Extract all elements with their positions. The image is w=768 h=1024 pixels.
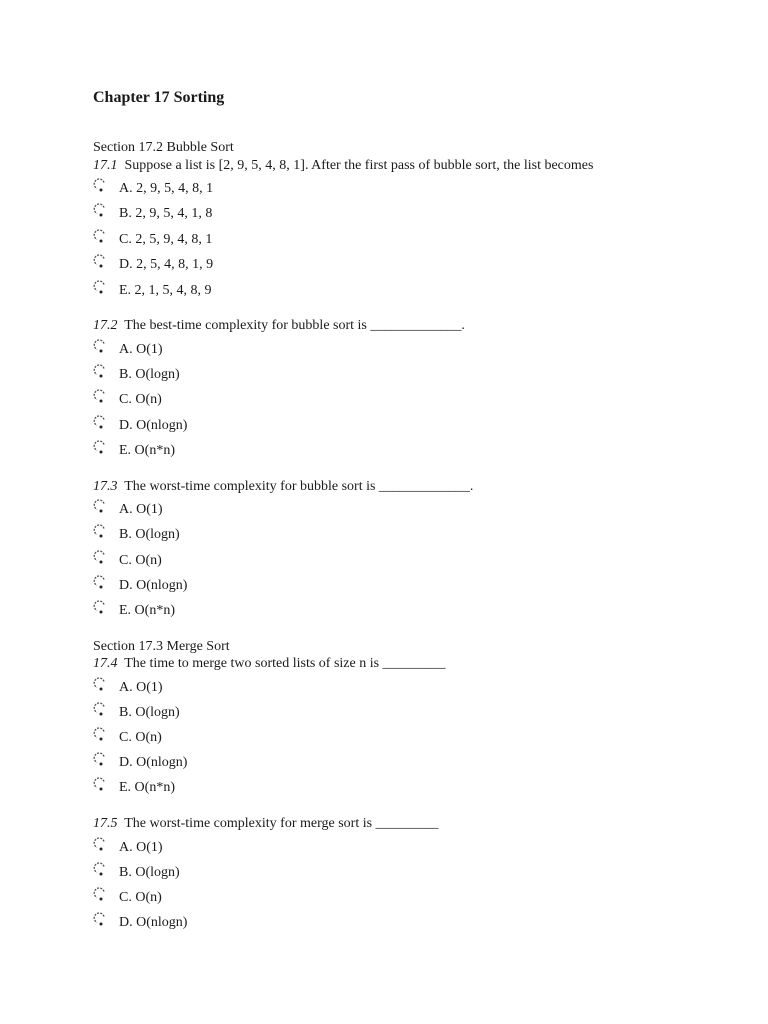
- option-label[interactable]: E. O(n*n): [119, 443, 175, 458]
- option-17-2-d[interactable]: [93, 415, 187, 437]
- radio-icon[interactable]: [93, 178, 107, 194]
- radio-icon[interactable]: [93, 600, 107, 616]
- question-text: Suppose a list is [2, 9, 5, 4, 8, 1]. After the first pass of bubble sort, the list becomes: [124, 158, 594, 173]
- option-17-5-d[interactable]: [93, 912, 187, 934]
- radio-icon[interactable]: [93, 389, 107, 405]
- radio-icon[interactable]: [93, 550, 107, 566]
- question-text: The worst-time complexity for bubble sort is _____________.: [124, 479, 474, 494]
- option-label[interactable]: E. O(n*n): [119, 603, 175, 618]
- option-17-1-c[interactable]: [93, 229, 212, 251]
- option-17-4-e[interactable]: [93, 777, 175, 799]
- radio-icon[interactable]: [93, 912, 107, 928]
- option-17-1-b[interactable]: [93, 203, 212, 225]
- option-17-5-c[interactable]: [93, 887, 162, 909]
- question-number: 17.4: [93, 656, 118, 671]
- option-17-4-b[interactable]: [93, 702, 180, 724]
- option-17-2-c[interactable]: [93, 389, 162, 411]
- option-label[interactable]: D. O(nlogn): [119, 755, 188, 770]
- option-17-3-d[interactable]: [93, 575, 187, 597]
- question-number: 17.5: [93, 816, 118, 831]
- option-17-5-a[interactable]: [93, 837, 163, 859]
- option-label[interactable]: C. 2, 5, 9, 4, 8, 1: [119, 232, 213, 247]
- option-17-4-a[interactable]: [93, 677, 163, 699]
- option-17-4-c[interactable]: [93, 727, 162, 749]
- option-17-2-b[interactable]: [93, 364, 180, 386]
- option-label[interactable]: E. O(n*n): [119, 780, 175, 795]
- question-number: 17.3: [93, 479, 118, 494]
- option-17-5-b[interactable]: [93, 862, 180, 884]
- option-17-3-e[interactable]: [93, 600, 175, 622]
- radio-icon[interactable]: [93, 862, 107, 878]
- radio-icon[interactable]: [93, 415, 107, 431]
- radio-icon[interactable]: [93, 702, 107, 718]
- radio-icon[interactable]: [93, 727, 107, 743]
- option-label[interactable]: B. O(logn): [119, 367, 180, 382]
- radio-icon[interactable]: [93, 524, 107, 540]
- option-label[interactable]: D. O(nlogn): [119, 418, 188, 433]
- radio-icon[interactable]: [93, 677, 107, 693]
- question-17-2: [93, 317, 465, 335]
- option-17-1-a[interactable]: [93, 178, 213, 200]
- section-heading-merge-sort: Section 17.3 Merge Sort: [93, 639, 230, 654]
- radio-icon[interactable]: [93, 254, 107, 270]
- radio-icon[interactable]: [93, 777, 107, 793]
- option-label[interactable]: A. O(1): [119, 680, 163, 695]
- radio-icon[interactable]: [93, 575, 107, 591]
- option-label[interactable]: D. 2, 5, 4, 8, 1, 9: [119, 257, 214, 272]
- option-label[interactable]: C. O(n): [119, 890, 162, 905]
- radio-icon[interactable]: [93, 440, 107, 456]
- radio-icon[interactable]: [93, 229, 107, 245]
- question-17-4: [93, 655, 446, 673]
- option-17-3-b[interactable]: [93, 524, 180, 546]
- option-label[interactable]: C. O(n): [119, 553, 162, 568]
- option-17-2-a[interactable]: [93, 339, 163, 361]
- question-number: 17.2: [93, 318, 118, 333]
- question-17-5: [93, 815, 439, 833]
- chapter-title: Chapter 17 Sorting: [93, 89, 225, 106]
- option-17-4-d[interactable]: [93, 752, 187, 774]
- radio-icon[interactable]: [93, 339, 107, 355]
- radio-icon[interactable]: [93, 499, 107, 515]
- option-label[interactable]: B. O(logn): [119, 865, 180, 880]
- option-label[interactable]: A. O(1): [119, 502, 163, 517]
- option-label[interactable]: B. O(logn): [119, 527, 180, 542]
- question-text: The time to merge two sorted lists of size n is _________: [124, 656, 446, 671]
- option-label[interactable]: C. O(n): [119, 392, 162, 407]
- option-label[interactable]: A. 2, 9, 5, 4, 8, 1: [119, 181, 214, 196]
- radio-icon[interactable]: [93, 280, 107, 296]
- option-label[interactable]: C. O(n): [119, 730, 162, 745]
- option-17-3-c[interactable]: [93, 550, 162, 572]
- section-heading-bubble-sort: Section 17.2 Bubble Sort: [93, 140, 234, 155]
- option-label[interactable]: A. O(1): [119, 342, 163, 357]
- option-17-3-a[interactable]: [93, 499, 163, 521]
- question-number: 17.1: [93, 158, 118, 173]
- radio-icon[interactable]: [93, 364, 107, 380]
- option-label[interactable]: D. O(nlogn): [119, 578, 188, 593]
- option-label[interactable]: E. 2, 1, 5, 4, 8, 9: [119, 283, 212, 298]
- option-17-1-e[interactable]: [93, 280, 212, 302]
- option-17-1-d[interactable]: [93, 254, 213, 276]
- radio-icon[interactable]: [93, 837, 107, 853]
- option-label[interactable]: D. O(nlogn): [119, 915, 188, 930]
- radio-icon[interactable]: [93, 887, 107, 903]
- question-17-3: [93, 478, 473, 496]
- option-label[interactable]: A. O(1): [119, 840, 163, 855]
- radio-icon[interactable]: [93, 752, 107, 768]
- question-text: The worst-time complexity for merge sort is _________: [124, 816, 439, 831]
- radio-icon[interactable]: [93, 203, 107, 219]
- question-17-1: [93, 157, 593, 175]
- question-text: The best-time complexity for bubble sort is _____________.: [124, 318, 465, 333]
- option-label[interactable]: B. O(logn): [119, 705, 180, 720]
- option-17-2-e[interactable]: [93, 440, 175, 462]
- option-label[interactable]: B. 2, 9, 5, 4, 1, 8: [119, 206, 213, 221]
